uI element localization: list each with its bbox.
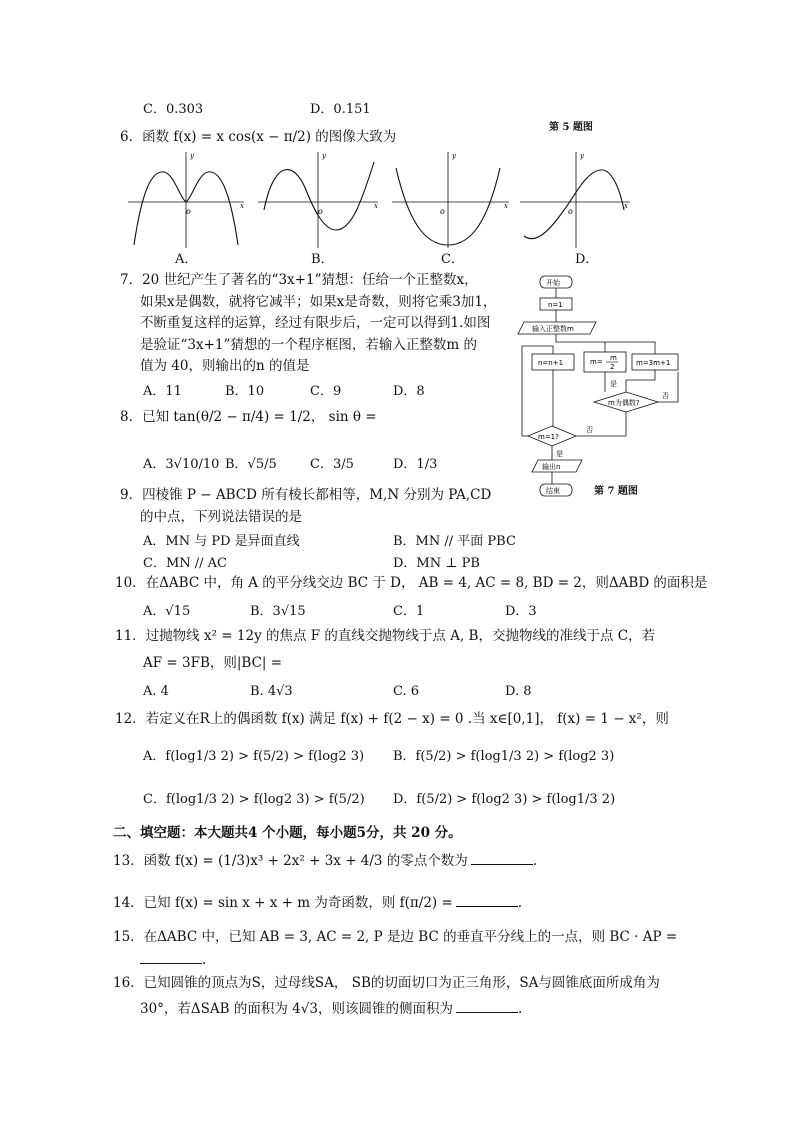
q5-option-d: D．0.151 (310, 102, 371, 117)
q6-axis-y-label: y (452, 152, 456, 160)
q6-label-b: B． (311, 252, 334, 267)
q6-graph-d (520, 152, 630, 248)
q8-option-d: D．1/3 (393, 457, 438, 472)
fc-half-lhs: m= (590, 358, 603, 366)
fc-half-top: m (610, 354, 617, 362)
q15-stem: 15．在ΔABC 中，已知 AB = 3, AC = 2, P 是边 BC 的垂直平分线上的一点，则 BC · AP = (113, 929, 678, 945)
q11-option-d: D. 8 (505, 684, 532, 699)
q6-label-d: D． (575, 252, 599, 267)
q6-origin-label: o (440, 207, 445, 216)
q7-option-c: C．9 (310, 384, 342, 399)
q13-stem (113, 851, 537, 870)
q6-axis-y-label: y (580, 152, 584, 160)
q15-answer-blank[interactable] (140, 950, 202, 964)
q7-option-b: B．10 (225, 384, 265, 399)
q7-line-4: 是验证“3x+1”猜想的一个程序框图，若输入正整数m 的 (140, 337, 477, 353)
q12-option-a: A．f(log1/3 2) > f(5/2) > f(log2 3) (143, 749, 365, 764)
q11-line-1: 11．过抛物线 x² = 12y 的焦点 F 的直线交抛物线于点 A, B，交抛物线的准线于点 C，若 (115, 628, 656, 644)
fig7-caption: 第 7 题图 (594, 486, 638, 497)
q9-line-2: 的中点，下列说法错误的是 (140, 509, 302, 525)
q15-tail: . (202, 952, 207, 968)
q6-axis-x-label: x (504, 202, 508, 210)
q11-option-b: B. 4√3 (250, 684, 293, 699)
q6-axis-x-label: x (624, 202, 628, 210)
q7-option-a: A．11 (143, 384, 182, 399)
q10-option-b: B．3√15 (250, 604, 306, 619)
q10-stem: 10．在ΔABC 中，角 A 的平分线交边 BC 于 D， AB = 4, AC = 8, BD = 2，则ΔABD 的面积是 (115, 575, 708, 591)
q6-origin-label: o (186, 207, 191, 216)
q13-answer-blank[interactable] (471, 851, 533, 865)
fc-init: n=1 (548, 301, 563, 309)
fig5-caption: 第 5 题图 (549, 122, 593, 133)
q9-option-d: D．MN ⊥ PB (393, 556, 480, 571)
fc-triple: m=3m+1 (636, 359, 671, 367)
q14-answer-blank[interactable] (456, 893, 518, 907)
q6-graph-c (392, 152, 509, 248)
fc-inc: n=n+1 (538, 359, 564, 367)
q13-text: 13．函数 f(x) = (1/3)x³ + 2x² + 3x + 4/3 的零点个数为 (113, 853, 468, 869)
q6-axis-y-label: y (190, 152, 194, 160)
flowchart (510, 270, 710, 502)
q6-graph-a (128, 152, 244, 248)
q7-line-2: 如果x是偶数，就将它减半；如果x是奇数，则将它乘3加1， (140, 294, 497, 310)
q9-option-a: A．MN 与 PD 是异面直线 (143, 534, 300, 549)
q8-option-c: C．3/5 (310, 457, 354, 472)
fc-input: 输入正整数m (532, 325, 574, 333)
q7-line-1: 7．20 世纪产生了著名的“3x+1”猜想：任给一个正整数x， (120, 272, 478, 288)
fc-no: 否 (662, 392, 669, 400)
fc-no: 否 (586, 426, 593, 434)
q14-tail: . (517, 895, 523, 911)
q8-option-b: B．√5/5 (225, 457, 277, 472)
q6-axis-y-label: y (322, 152, 326, 160)
q6-axis-x-label: x (240, 202, 244, 210)
fc-yes: 是 (610, 380, 617, 388)
q11-line-2: AF = 3FB，则|BC| = (143, 655, 283, 671)
q5-option-c: C．0.303 (143, 102, 204, 117)
q7-line-5: 值为 40，则输出的n 的值是 (140, 358, 310, 374)
q6-label-a: A． (175, 252, 198, 267)
section-heading-fill-in: 二、填空题：本大题共4 个小题，每小题5分，共 20 分。 (113, 825, 462, 841)
q13-tail: . (532, 853, 538, 869)
q14-stem (113, 893, 522, 912)
fc-output: 输出n (542, 463, 561, 471)
fc-cond-one: m=1? (538, 433, 559, 441)
q12-option-c: C．f(log1/3 2) > f(log2 3) > f(5/2) (143, 792, 365, 807)
q8-stem: 8．已知 tan(θ/2 − π/4) = 1/2， sin θ = (120, 409, 377, 425)
q14-text: 14．已知 f(x) = sin x + x + m 为奇函数，则 f(π/2) = (113, 895, 453, 911)
q16-line-2 (140, 999, 522, 1018)
q12-option-b: B．f(5/2) > f(log1/3 2) > f(log2 3) (393, 749, 615, 764)
q10-option-d: D．3 (505, 604, 537, 619)
q10-option-c: C．1 (393, 604, 425, 619)
q8-option-a: A．3√10/10 (143, 457, 220, 472)
q7-option-d: D．8 (393, 384, 425, 399)
fc-cond-even: m为偶数? (608, 399, 640, 407)
fc-half-bot: 2 (610, 363, 615, 371)
q12-option-d: D．f(5/2) > f(log2 3) > f(log1/3 2) (393, 792, 616, 807)
q6-stem: 6．函数 f(x) = x cos(x − π/2) 的图像大致为 (120, 129, 397, 145)
fc-end: 结束 (546, 487, 560, 495)
fc-yes: 是 (556, 450, 563, 458)
q6-graph-b (258, 152, 378, 248)
q11-option-c: C. 6 (393, 684, 420, 699)
q7-line-3: 不断重复这样的运算，经过有限步后，一定可以得到1.如图 (140, 315, 491, 331)
q10-option-a: A．√15 (143, 604, 191, 619)
q16-text: 30°，若ΔSAB 的面积为 4√3，则该圆锥的侧面积为 (140, 1001, 453, 1017)
q16-line-1: 16．已知圆锥的顶点为S，过母线SA， SB的切面切口为正三角形，SA与圆锥底面所成角为 (113, 975, 660, 991)
q12-stem: 12．若定义在R上的偶函数 f(x) 满足 f(x) + f(2 − x) = 0 .当 x∈[0,1]， f(x) = 1 − x²，则 (115, 711, 669, 727)
q16-answer-blank[interactable] (456, 999, 518, 1013)
q16-tail: . (517, 1001, 523, 1017)
q15-blank-line (140, 950, 206, 969)
q9-option-c: C．MN // AC (143, 556, 227, 571)
q9-option-b: B．MN // 平面 PBC (393, 534, 516, 549)
q11-option-a: A. 4 (143, 684, 169, 699)
q6-origin-label: o (318, 207, 323, 216)
q6-axis-x-label: x (374, 202, 378, 210)
q6-label-c: C． (441, 252, 464, 267)
q6-graphs (124, 150, 634, 250)
q6-origin-label: o (568, 207, 573, 216)
fc-start: 开始 (546, 279, 560, 287)
q9-line-1: 9．四棱锥 P − ABCD 所有棱长都相等，M,N 分别为 PA,CD (120, 487, 492, 503)
